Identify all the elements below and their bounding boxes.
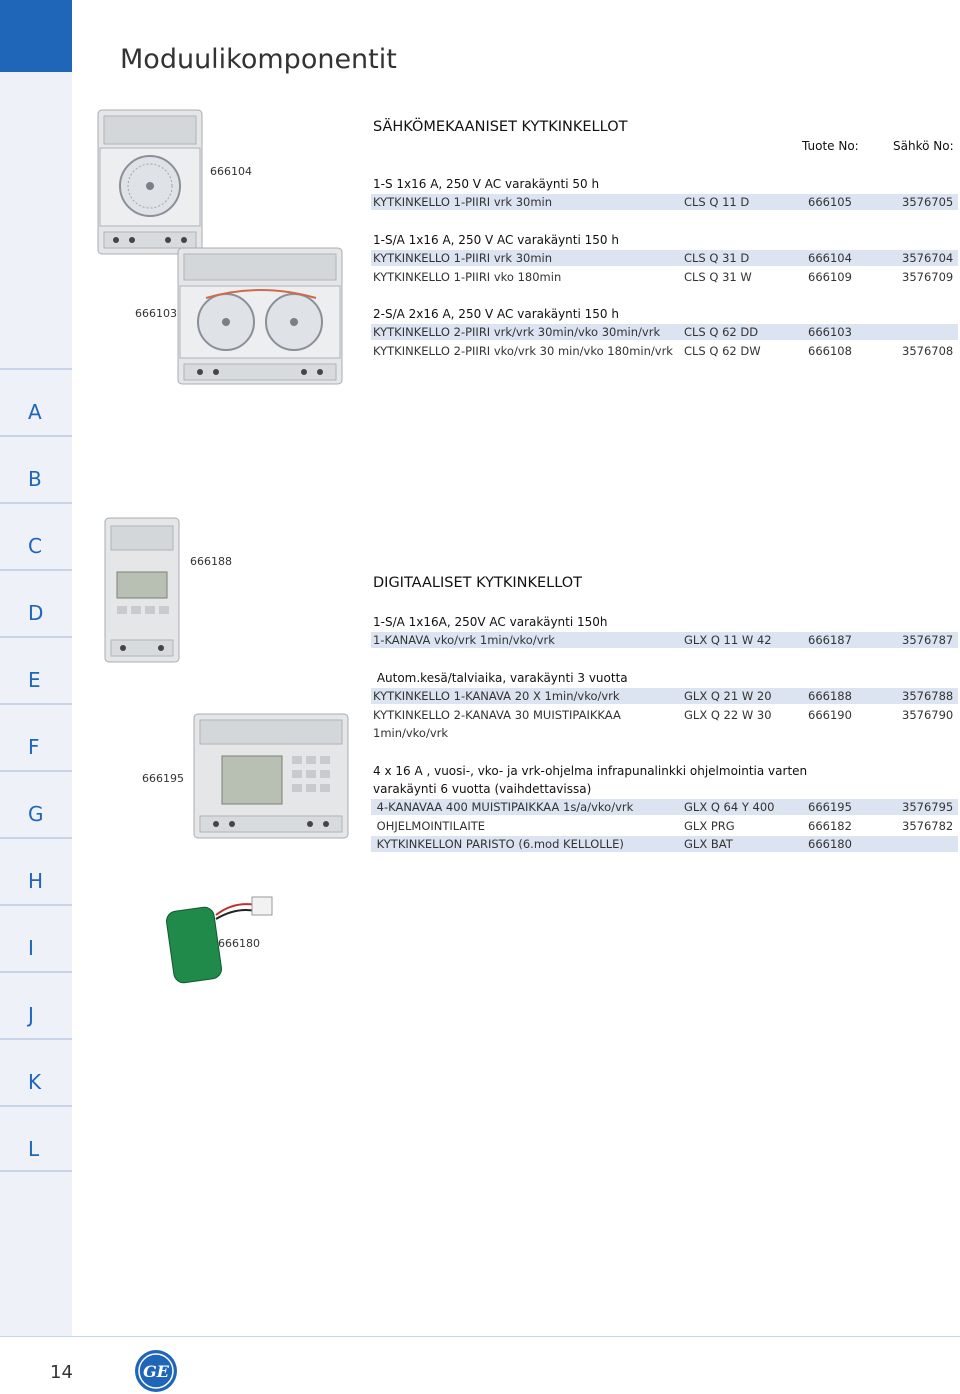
image-code-666195: 666195 [142,772,184,785]
row-description: KYTKINKELLO 1-PIIRI vko 180min [373,270,562,284]
sidebar-letter: A [28,400,42,424]
row-description: KYTKINKELLO 1-PIIRI vrk 30min [373,251,553,265]
sidebar [0,0,72,1336]
row-description: KYTKINKELLO 2-PIIRI vrk/vrk 30min/vko 30min/vrk [373,325,661,339]
row-type: CLS Q 31 D [684,251,750,265]
sidebar-tab-g[interactable] [0,770,72,837]
image-code-666103: 666103 [135,307,177,320]
ge-logo-icon [134,1349,178,1393]
digital-timer-large-image [192,712,350,840]
sidebar-letter: B [28,467,42,491]
footer-divider [0,1336,960,1337]
section-title-digital: DIGITAALISET KYTKINKELLOT [373,575,583,591]
sidebar-tab-k[interactable] [0,1038,72,1105]
ge-logo-text: GE [143,1362,169,1381]
image-code-666180: 666180 [218,937,260,950]
sidebar-tab-d[interactable] [0,569,72,636]
table-row [371,688,958,704]
page-number: 14 [50,1362,73,1383]
image-code-666104: 666104 [210,165,252,178]
digital-timer-small-image [103,516,181,664]
row-type: CLS Q 62 DW [684,344,761,358]
table-row [371,343,958,359]
row-tuote-no: 666105 [808,195,852,209]
group-subtitle: 2-S/A 2x16 A, 250 V AC varakäynti 150 h [373,307,619,321]
table-row [371,324,958,340]
sidebar-letter: K [28,1070,42,1094]
sidebar-tab-i[interactable] [0,904,72,971]
sidebar-letter: J [28,1003,34,1027]
sidebar-tab-h[interactable] [0,837,72,904]
table-row [371,632,958,648]
column-header-tuote: Tuote No: [802,139,859,153]
page-title: Moduulikomponentit [120,44,397,75]
table-row [371,836,958,852]
row-tuote-no: 666109 [808,270,852,284]
sidebar-letter: I [28,936,34,960]
row-type: GLX Q 22 W 30 [684,708,772,722]
sidebar-letter: E [28,668,41,692]
row-description: OHJELMOINTILAITE [373,819,486,833]
section-title-mechanical: SÄHKÖMEKAANISET KYTKINKELLOT [373,119,628,135]
sidebar-tab-c[interactable] [0,502,72,569]
row-sahko-no: 3576704 [902,251,954,265]
table-row [371,818,958,834]
row-sahko-no: 3576787 [902,633,954,647]
row-description: KYTKINKELLO 2-KANAVA 30 MUISTIPAIKKAA [373,708,621,722]
row-type: CLS Q 62 DD [684,325,759,339]
row-tuote-no: 666190 [808,708,852,722]
row-type: CLS Q 31 W [684,270,752,284]
table-row [371,707,958,723]
group-subtitle: 4 x 16 A , vuosi-, vko- ja vrk-ohjelma infrapunalinkki ohjelmointia varten [373,764,808,778]
group-subtitle: 1-S 1x16 A, 250 V AC varakäynti 50 h [373,177,600,191]
sidebar-tab-f[interactable] [0,703,72,770]
sidebar-tab-b[interactable] [0,435,72,502]
sidebar-letter: C [28,534,42,558]
table-row [371,250,958,266]
sidebar-letter: D [28,601,44,625]
row-description: 4-KANAVAA 400 MUISTIPAIKKAA 1s/a/vko/vrk [373,800,634,814]
row-type: GLX BAT [684,837,733,851]
column-header-sahko: Sähkö No: [893,139,954,153]
sidebar-letter: F [28,735,40,759]
sidebar-letter: H [28,869,44,893]
row-sahko-no: 3576790 [902,708,954,722]
row-description: 1-KANAVA vko/vrk 1min/vko/vrk [373,633,555,647]
sidebar-accent-block [0,0,72,72]
group-subtitle-line2: varakäynti 6 vuotta (vaihdettavissa) [373,782,592,796]
row-type: GLX Q 11 W 42 [684,633,772,647]
table-row [371,269,958,285]
row-description-continued: 1min/vko/vrk [373,726,449,740]
table-row [371,194,958,210]
row-sahko-no: 3576708 [902,344,954,358]
row-description: KYTKINKELLO 1-PIIRI vrk 30min [373,195,553,209]
image-code-666188: 666188 [190,555,232,568]
group-subtitle: Autom.kesä/talviaika, varakäynti 3 vuotta [373,671,628,685]
row-sahko-no: 3576795 [902,800,954,814]
row-tuote-no: 666187 [808,633,852,647]
row-description: KYTKINKELLO 1-KANAVA 20 X 1min/vko/vrk [373,689,620,703]
sidebar-letter: L [28,1137,40,1161]
timer-1-dial-image [96,108,204,256]
row-type: GLX PRG [684,819,735,833]
table-row [371,799,958,815]
row-tuote-no: 666108 [808,344,852,358]
group-subtitle: 1-S/A 1x16 A, 250 V AC varakäynti 150 h [373,233,619,247]
row-tuote-no: 666182 [808,819,852,833]
timer-2-dial-image [176,246,344,386]
group-subtitle: 1-S/A 1x16A, 250V AC varakäynti 150h [373,615,608,629]
row-tuote-no: 666188 [808,689,852,703]
row-description: KYTKINKELLON PARISTO (6.mod KELLOLLE) [373,837,624,851]
row-tuote-no: 666180 [808,837,852,851]
row-sahko-no: 3576709 [902,270,954,284]
row-tuote-no: 666103 [808,325,852,339]
sidebar-letter: G [28,802,44,826]
row-tuote-no: 666195 [808,800,852,814]
row-sahko-no: 3576782 [902,819,954,833]
row-tuote-no: 666104 [808,251,852,265]
sidebar-tab-a[interactable] [0,368,72,435]
row-type: GLX Q 64 Y 400 [684,800,775,814]
row-description: KYTKINKELLO 2-PIIRI vko/vrk 30 min/vko 180min/vrk [373,344,673,358]
sidebar-tab-j[interactable] [0,971,72,1038]
sidebar-tab-e[interactable] [0,636,72,703]
row-type: CLS Q 11 D [684,195,750,209]
row-type: GLX Q 21 W 20 [684,689,772,703]
sidebar-tab-l[interactable] [0,1105,72,1172]
row-sahko-no: 3576705 [902,195,954,209]
row-sahko-no: 3576788 [902,689,954,703]
